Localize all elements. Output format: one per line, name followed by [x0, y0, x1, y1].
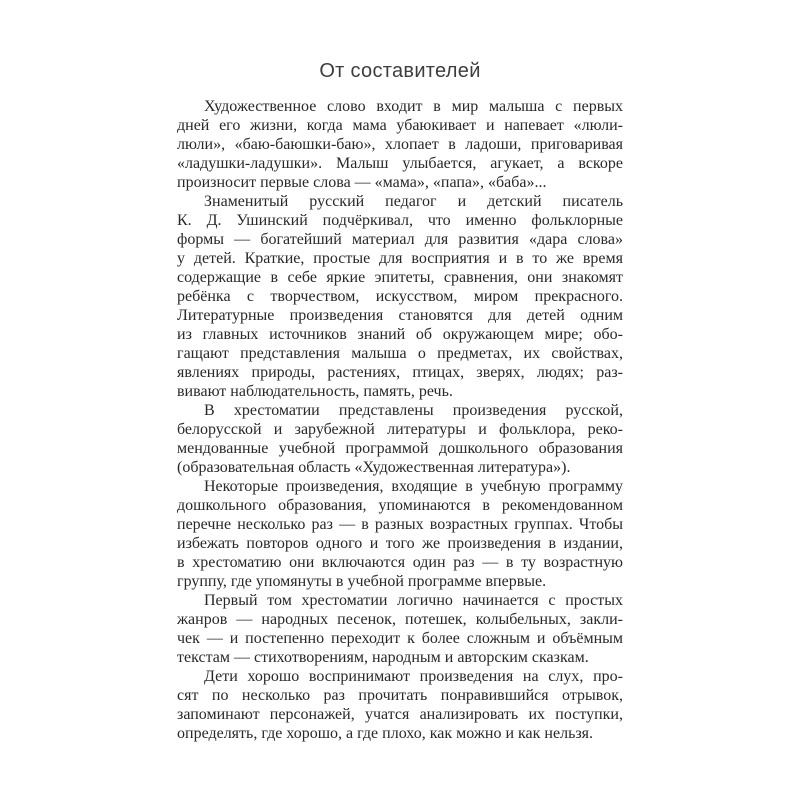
text-line: сят по несколько раз прочитать понравившийся отрывок, [177, 687, 623, 704]
text-line: белорусской и зарубежной литературы и фольклора, реко- [177, 421, 623, 438]
paragraph [177, 192, 623, 401]
text-line: определять, где хорошо, а где плохо, как можно и как нельзя. [177, 725, 594, 742]
text-line: текстам — стихотворениям, народным и авторским сказкам. [177, 649, 589, 666]
text-line: люли», «баю-баюшки-баю», хлопает в ладоши, приговаривая [177, 136, 623, 153]
text-line: Художественное слово входит в мир малыша с первых [204, 98, 623, 115]
text-line: ребёнка с творчеством, искусством, миром прекрасного. [177, 288, 623, 305]
text-line: жанров — народных песенок, потешек, колыбельных, закли- [177, 611, 623, 628]
text-line: Дети хорошо воспринимают произведения на слух, про- [204, 668, 623, 685]
text-line: гащают представления малыша о предметах, их свойствах, [177, 345, 623, 362]
text-line: В хрестоматии представлены произведения русской, [204, 402, 623, 419]
paragraph [177, 591, 623, 667]
text-line: (образовательная область «Художественная литература»). [177, 459, 571, 476]
text-line: произносит первые слова — «мама», «папа», «баба»... [177, 174, 547, 191]
text-line: в хрестоматию они включаются один раз — в ту возрастную [177, 554, 623, 571]
paragraph [177, 401, 623, 477]
text-line: дошкольного образования, упоминаются в рекомендованном [177, 497, 623, 514]
paragraph [177, 477, 623, 591]
text-line: Знаменитый русский педагог и детский писатель [204, 193, 623, 210]
text-line: избежать повторов одного и того же произведения в издании, [177, 535, 623, 552]
text-line: запоминают персонажей, учатся анализировать их поступки, [177, 706, 623, 723]
paragraphs [177, 97, 623, 743]
text-line: группу, где упомянуты в учебной программе впервые. [177, 573, 547, 590]
text-line: явлениях природы, растениях, птицах, зверях, людях; раз- [177, 364, 623, 381]
text-line: дней его жизни, когда мама убаюкивает и напевает «люли- [177, 117, 623, 134]
text-line: К. Д. Ушинский подчёркивал, что именно фольклорные [177, 212, 623, 229]
text-line: чек — и постепенно переходит к более сложным и объёмным [177, 630, 623, 647]
text-line: перечне несколько раз — в разных возрастных группах. Чтобы [177, 516, 623, 533]
paragraph [177, 97, 623, 192]
text-line: содержащие в себе яркие эпитеты, сравнения, они знакомят [177, 269, 623, 286]
text-line: из главных источников знаний об окружающем мире; обо- [177, 326, 623, 343]
text-line: у детей. Краткие, простые для восприятия и в то же время [177, 250, 623, 267]
paragraph [177, 667, 623, 743]
text-line: Первый том хрестоматии логично начинается с простых [204, 592, 623, 609]
text-line: вивают наблюдательность, память, речь. [177, 383, 453, 400]
text-line: «ладушки-ладушки». Малыш улыбается, агукает, а вскоре [177, 155, 623, 172]
page-title: От составителей [319, 60, 481, 82]
text-line: мендованные учебной программой дошкольного образования [177, 440, 623, 457]
text-line: Некоторые произведения, входящие в учебную программу [204, 478, 623, 495]
text-line: Литературные произведения становятся для детей одним [177, 307, 623, 324]
text-line: формы — богатейший материал для развития «дара слова» [177, 231, 623, 248]
